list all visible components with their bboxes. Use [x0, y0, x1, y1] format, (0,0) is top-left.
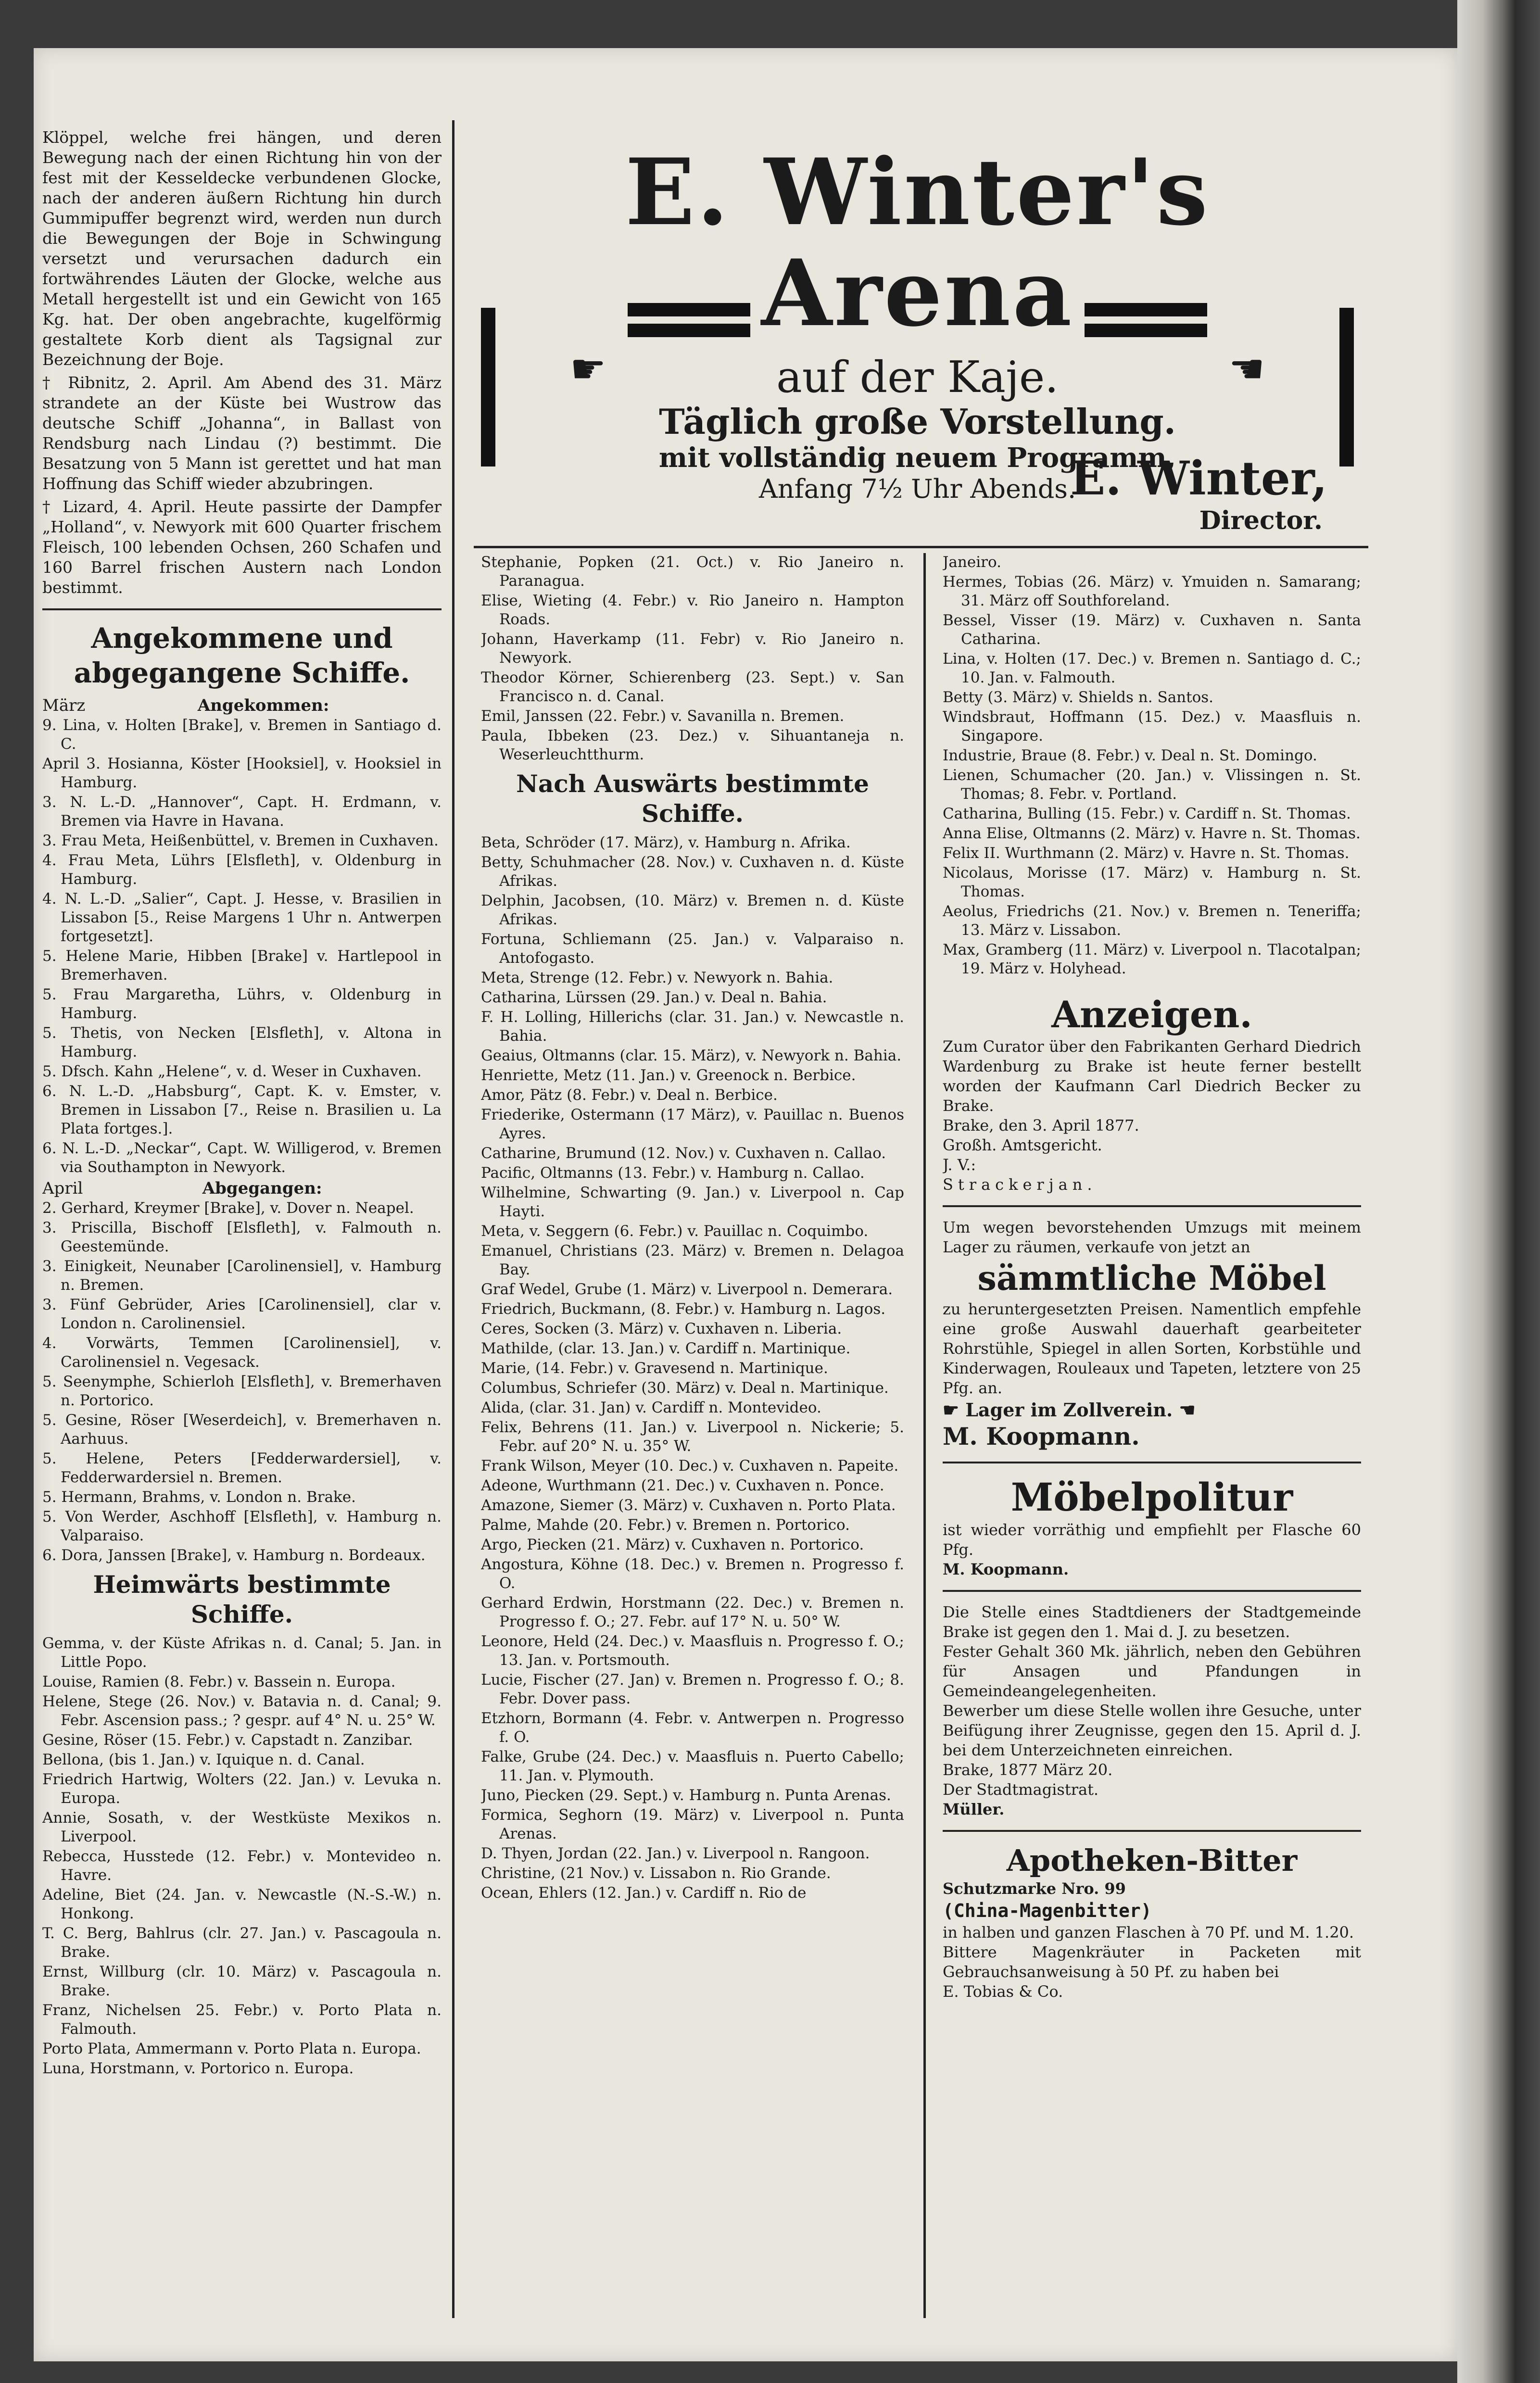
list-item: 3. Priscilla, Bischoff [Elsfleth], v. Falmouth n. Geestemünde. — [42, 1219, 442, 1255]
list-item: Juno, Piecken (29. Sept.) v. Hamburg n. Punta Arenas. — [481, 1787, 891, 1804]
arrived-list — [42, 716, 442, 1177]
list-item: Louise, Ramien (8. Febr.) v. Bassein n. Europa. — [42, 1673, 396, 1690]
list-item: Elise, Wieting (4. Febr.) v. Rio Janeiro n. Hampton Roads. — [481, 592, 904, 628]
right-heavy-bar-1 — [1085, 303, 1207, 316]
list-item: 6. N. L.-D. „Neckar“, Capt. W. Willigerod, v. Bremen via Southampton in Newyork. — [42, 1140, 442, 1176]
book-spine — [1457, 0, 1540, 2383]
list-item: April 3. Hosianna, Köster [Hooksiel], v. Hooksiel in Hamburg. — [42, 755, 442, 791]
list-item: Emil, Janssen (22. Febr.) v. Savanilla n. Bremen. — [481, 707, 845, 725]
moebel-headline: sämmtliche Möbel — [977, 1258, 1326, 1298]
list-item: Gemma, v. der Küste Afrikas n. d. Canal; 5. Jan. in Little Popo. — [42, 1635, 442, 1671]
departed-subheading — [42, 1178, 442, 1199]
list-item: Porto Plata, Ammermann v. Porto Plata n. Europa. — [42, 2040, 421, 2057]
ships-heading: Angekommene und abgegangene Schiffe. — [74, 622, 410, 689]
list-item: Meta, Strenge (12. Febr.) v. Newyork n. Bahia. — [481, 969, 833, 986]
list-item: Windsbraut, Hoffmann (15. Dez.) v. Maasfluis n. Singapore. — [943, 708, 1361, 744]
list-item: Frank Wilson, Meyer (10. Dec.) v. Cuxhaven n. Papeite. — [481, 1457, 899, 1475]
ad-divider — [943, 1462, 1361, 1463]
list-item: D. Thyen, Jordan (22. Jan.) v. Liverpool n. Rangoon. — [481, 1845, 870, 1862]
list-item: Beta, Schröder (17. März), v. Hamburg n. Afrika. — [481, 834, 851, 851]
list-item: Palme, Mahde (20. Febr.) v. Bremen n. Portorico. — [481, 1516, 850, 1534]
list-item: Ernst, Willburg (clr. 10. März) v. Pascagoula n. Brake. — [42, 1963, 442, 1999]
list-item: T. C. Berg, Bahlrus (clr. 27. Jan.) v. Pascagoula n. Brake. — [42, 1925, 442, 1961]
list-item: Betty (3. März) v. Shields n. Santos. — [943, 689, 1214, 706]
list-item: 5. Seenymphe, Schierloh [Elsfleth], v. Bremerhaven n. Portorico. — [42, 1373, 442, 1409]
arena-signature: E. Winter, — [1070, 451, 1327, 505]
left-heavy-bar-2 — [628, 324, 750, 337]
list-item: Friedrich Hartwig, Wolters (22. Jan.) v. Levuka n. Europa. — [42, 1771, 442, 1807]
list-item: 5. Dfsch. Kahn „Helene“, v. d. Weser in Cuxhaven. — [42, 1063, 422, 1080]
list-item: Hermes, Tobias (26. März) v. Ymuiden n. Samarang; 31. März off Southforeland. — [943, 573, 1361, 609]
list-item: Felix II. Wurthmann (2. März) v. Havre n. St. Thomas. — [943, 845, 1350, 862]
departed-list — [42, 1199, 442, 1565]
outward-heading: Nach Auswärts bestimmte Schiffe. — [516, 769, 869, 828]
article-paragraph: † Ribnitz, 2. April. Am Abend des 31. März strandete an der Küste bei Wustrow das deutsche Schiff „Johanna“, in Ballast von Rendsburg nach Lindau (?) bestimmt. Die Besatzung von 5 Mann ist gerettet und hat man Hoffnung das Schiff wieder abzubringen. — [42, 373, 442, 493]
list-item: Delphin, Jacobsen, (10. März) v. Bremen n. d. Küste Afrikas. — [481, 892, 904, 928]
list-item: 3. Frau Meta, Heißenbüttel, v. Bremen in Cuxhaven. — [42, 832, 439, 849]
list-item: Anna Elise, Oltmanns (2. März) v. Havre n. St. Thomas. — [943, 825, 1361, 842]
list-item: Columbus, Schriefer (30. März) v. Deal n. Martinique. — [481, 1379, 889, 1397]
list-item: 4. N. L.-D. „Salier“, Capt. J. Hesse, v. Brasilien in Lissabon [5., Reise Margens 1 Uhr n. Antwerpen fortgesetzt]. — [42, 890, 442, 945]
politur-firm: M. Koopmann. — [943, 1560, 1069, 1578]
list-item: Janeiro. — [943, 554, 1001, 571]
arena-program: mit vollständig neuem Programm, — [658, 442, 1176, 474]
arena-role: Director. — [1199, 506, 1323, 535]
section-divider — [42, 608, 442, 610]
right-heavy-bar-2 — [1085, 324, 1207, 337]
arena-advertisement — [474, 139, 1361, 541]
arena-location: auf der Kaje. — [776, 352, 1059, 403]
stadtdiener-name: Müller. — [943, 1800, 1005, 1818]
list-item: Argo, Piecken (21. März) v. Cuxhaven n. Portorico. — [481, 1536, 864, 1553]
outward-list — [481, 833, 904, 1903]
stadtdiener-salary: Fester Gehalt 360 Mk. jährlich, neben den Gebühren für Ansagen und Pfandungen in Gemeindeangelegenheiten. — [943, 1642, 1361, 1700]
arena-bottom-rule — [474, 546, 1368, 548]
list-item: Adeline, Biet (24. Jan. v. Newcastle (N.-S.-W.) n. Honkong. — [42, 1886, 442, 1922]
list-item: Friederike, Ostermann (17 März), v. Pauillac n. Buenos Ayres. — [481, 1106, 904, 1142]
moebel-firm: M. Koopmann. — [943, 1422, 1140, 1450]
list-item: Alida, (clar. 31. Jan) v. Cardiff n. Montevideo. — [481, 1399, 821, 1416]
list-item: Helene, Stege (26. Nov.) v. Batavia n. d. Canal; 9. Febr. Ascension pass.; ? gespr. auf 4° N. u. 25° W. — [42, 1693, 442, 1729]
list-item: 3. Einigkeit, Neunaber [Carolinensiel], v. Hamburg n. Bremen. — [42, 1258, 442, 1294]
arena-title: E. Winter's Arena — [625, 139, 1210, 347]
list-item: Stephanie, Popken (21. Oct.) v. Rio Janeiro n. Paranagua. — [481, 554, 904, 590]
stadtdiener-notice — [943, 1602, 1361, 1819]
list-item: Friedrich, Buckmann, (8. Febr.) v. Hamburg n. Lagos. — [481, 1300, 886, 1318]
list-item: 4. Vorwärts, Temmen [Carolinensiel], v. Carolinensiel n. Vegesack. — [42, 1335, 442, 1371]
curator-deputy: J. V.: — [943, 1156, 976, 1174]
list-item: Bessel, Visser (19. März) v. Cuxhaven n. Santa Catharina. — [943, 612, 1361, 648]
list-item: Felix, Behrens (11. Jan.) v. Liverpool n. Nickerie; 5. Febr. auf 20° N. u. 35° W. — [481, 1419, 904, 1455]
list-item: Ceres, Socken (3. März) v. Cuxhaven n. Liberia. — [481, 1320, 842, 1337]
list-item: Fortuna, Schliemann (25. Jan.) v. Valparaiso n. Antofogasto. — [481, 931, 904, 967]
stadtdiener-applicants: Bewerber um diese Stelle wollen ihre Gesuche, unter Beifügung ihrer Zeugnisse, gegen den 15. April d. J. bei dem Unterzeichneten einreichen. — [943, 1702, 1361, 1759]
politur-advertisement — [943, 1474, 1361, 1579]
list-item: Etzhorn, Bormann (4. Febr. v. Antwerpen n. Progresso f. O. — [481, 1710, 904, 1746]
article-paragraph: † Lizard, 4. April. Heute passirte der Dampfer „Holland“, v. Newyork mit 600 Quarter frischem Fleisch, 100 lebenden Ochsen, 260 Schafen und 160 Barrel frischen Austern nach London bestimmt. — [42, 497, 442, 597]
right-vertical-bar — [1339, 308, 1354, 467]
list-item: Ocean, Ehlers (12. Jan.) v. Cardiff n. Rio de — [481, 1884, 807, 1902]
list-item: Lienen, Schumacher (20. Jan.) v. Vlissingen n. St. Thomas; 8. Febr. v. Portland. — [943, 767, 1361, 803]
pointing-hand-right-icon: ☛ — [570, 345, 606, 392]
bitter-firm: E. Tobias & Co. — [943, 1982, 1063, 2001]
moebel-lager-text: Lager im Zollverein. — [965, 1399, 1173, 1421]
list-item: 4. Frau Meta, Lührs [Elsfleth], v. Oldenburg in Hamburg. — [42, 852, 442, 888]
curator-court: Großh. Amtsgericht. — [943, 1136, 1102, 1154]
list-item: Amazone, Siemer (3. März) v. Cuxhaven n. Porto Plata. — [481, 1497, 896, 1514]
bitter-mark: Schutzmarke Nro. 99 — [943, 1879, 1126, 1898]
list-item: Johann, Haverkamp (11. Febr) v. Rio Janeiro n. Newyork. — [481, 630, 904, 667]
list-item: Luna, Horstmann, v. Portorico n. Europa. — [42, 2060, 354, 2077]
pointing-hand-left-icon: ☚ — [1228, 345, 1265, 392]
list-item: Max, Gramberg (11. März) v. Liverpool n. Tlacotalpan; 19. März v. Holyhead. — [943, 941, 1361, 977]
moebel-body: zu heruntergesetzten Preisen. Namentlich empfehle eine große Auswahl dauerhaft gearbeiteter Rohrstühle, Spiegel in allen Sorten, Korbstühle und Kinderwagen, Rouleaux und Tapeten, letztere von 25 Pfg. an. — [943, 1300, 1361, 1397]
list-item: Meta, v. Seggern (6. Febr.) v. Pauillac n. Coquimbo. — [481, 1223, 869, 1240]
left-heavy-bar-1 — [628, 303, 750, 316]
list-item: Bellona, (bis 1. Jan.) v. Iquique n. d. Canal. — [42, 1751, 365, 1768]
ad-divider — [943, 1205, 1361, 1207]
list-item: Falke, Grube (24. Dec.) v. Maasfluis n. Puerto Cabello; 11. Jan. v. Plymouth. — [481, 1748, 904, 1784]
list-item: Leonore, Held (24. Dec.) v. Maasfluis n. Progresso f. O.; 13. Jan. v. Portsmouth. — [481, 1633, 904, 1669]
list-item: Industrie, Braue (8. Febr.) v. Deal n. St. Domingo. — [943, 747, 1317, 764]
list-item: Nicolaus, Morisse (17. März) v. Hamburg n. St. Thomas. — [943, 864, 1361, 900]
homeward-list — [42, 1634, 442, 2078]
list-item: Catharine, Brumund (12. Nov.) v. Cuxhaven n. Callao. — [481, 1145, 886, 1162]
bitter-advertisement — [943, 1842, 1361, 2002]
ad-divider — [943, 1590, 1361, 1592]
ships-top-list — [481, 553, 904, 764]
list-item: Christine, (21 Nov.) v. Lissabon n. Rio Grande. — [481, 1865, 831, 1882]
homeward-heading: Heimwärts bestimmte Schiffe. — [93, 1570, 391, 1628]
list-item: Angostura, Köhne (18. Dec.) v. Bremen n. Progresso f. O. — [481, 1556, 904, 1592]
list-item: 5. Thetis, von Necken [Elsfleth], v. Altona in Hamburg. — [42, 1024, 442, 1060]
list-item: 2. Gerhard, Kreymer [Brake], v. Dover n. Neapel. — [42, 1199, 414, 1217]
list-item: Marie, (14. Febr.) v. Gravesend n. Martinique. — [481, 1360, 828, 1377]
curator-notice — [943, 1037, 1361, 1195]
column-1 — [42, 127, 442, 2079]
arrived-label: Angekommen: — [197, 696, 329, 715]
left-vertical-bar — [481, 308, 495, 467]
politur-body: ist wieder vorräthig und empfiehlt per Flasche 60 Pfg. — [943, 1521, 1361, 1559]
stadtdiener-office: Der Stadtmagistrat. — [943, 1780, 1099, 1799]
bitter-body: in halben und ganzen Flaschen à 70 Pf. und M. 1.20. — [943, 1923, 1354, 1942]
curator-date: Brake, den 3. April 1877. — [943, 1116, 1139, 1135]
list-item: Paula, Ibbeken (23. Dez.) v. Sihuantaneja n. Weserleuchtthurm. — [481, 727, 904, 763]
pointing-hand-left-icon: ☚ — [1173, 1399, 1196, 1421]
ads-heading: Anzeigen. — [1051, 993, 1252, 1036]
article-paragraph: Klöppel, welche frei hängen, und deren Bewegung nach der einen Richtung hin von der fest mit der Kesseldecke verbundenen Glocke, nach der anderen äußern Richtung hin durch Gummipuffer begrenzt wird, werden nun durch die Bewegungen der Boje in Schwingung versetzt und verursachen dadurch ein fortwährendes Läuten der Glocke, welche aus Metall hergestellt ist und ein Gewicht von 165 Kg. hat. Der oben angebrachte, kugelförmig gestaltete Korb dient als Tagsignal zur Bezeichnung der Boje. — [42, 128, 442, 369]
list-item: Mathilde, (clar. 13. Jan.) v. Cardiff n. Martinique. — [481, 1340, 851, 1357]
column-3 — [943, 553, 1361, 2006]
ships-continued-list — [943, 553, 1361, 978]
column-rule-1 — [452, 120, 454, 2318]
ad-divider — [943, 1830, 1361, 1832]
arena-start-time: Anfang 7½ Uhr Abends. — [758, 474, 1076, 504]
list-item: 5. Hermann, Brahms, v. London n. Brake. — [42, 1488, 356, 1506]
list-item: Gesine, Röser (15. Febr.) v. Capstadt n. Zanzibar. — [42, 1731, 413, 1749]
moebel-lager — [943, 1398, 1361, 1422]
arrived-subheading — [42, 695, 442, 716]
list-item: Theodor Körner, Schierenberg (23. Sept.) v. San Francisco n. d. Canal. — [481, 669, 904, 705]
list-item: 6. N. L.-D. „Habsburg“, Capt. K. v. Emster, v. Bremen in Lissabon [7., Reise n. Brasilien u. La Plata fortges.]. — [42, 1083, 442, 1137]
list-item: F. H. Lolling, Hillerichs (clar. 31. Jan.) v. Newcastle n. Bahia. — [481, 1009, 904, 1045]
list-item: 3. N. L.-D. „Hannover“, Capt. H. Erdmann, v. Bremen via Havre in Havana. — [42, 794, 442, 830]
list-item: Geaius, Oltmanns (clar. 15. März), v. Newyork n. Bahia. — [481, 1047, 902, 1064]
moebel-intro: Um wegen bevorstehenden Umzugs mit meinem Lager zu räumen, verkaufe von jetzt an — [943, 1218, 1361, 1256]
column-rule-2 — [923, 553, 926, 2318]
list-item: Catharina, Lürssen (29. Jan.) v. Deal n. Bahia. — [481, 989, 827, 1006]
list-item: Lina, v. Holten (17. Dec.) v. Bremen n. Santiago d. C.; 10. Jan. v. Falmouth. — [943, 650, 1361, 686]
list-item: 5. Helene, Peters [Fedderwardersiel], v. Fedderwardersiel n. Bremen. — [42, 1450, 442, 1486]
curator-name: Strackerjan. — [943, 1175, 1097, 1194]
list-item: Lucie, Fischer (27. Jan) v. Bremen n. Progresso f. O.; 8. Febr. Dover pass. — [481, 1671, 904, 1707]
bitter-headline: Apotheken-Bitter — [1006, 1843, 1298, 1878]
list-item: 3. Fünf Gebrüder, Aries [Carolinensiel], clar v. London n. Carolinensiel. — [42, 1296, 442, 1332]
pointing-hand-right-icon: ☛ — [943, 1399, 966, 1421]
list-item: Franz, Nichelsen 25. Febr.) v. Porto Plata n. Falmouth. — [42, 2002, 442, 2038]
politur-headline: Möbelpolitur — [1010, 1475, 1293, 1520]
list-item: 5. Helene Marie, Hibben [Brake] v. Hartlepool in Bremerhaven. — [42, 947, 442, 983]
list-item: Wilhelmine, Schwarting (9. Jan.) v. Liverpool n. Cap Hayti. — [481, 1184, 904, 1220]
moebel-advertisement — [943, 1218, 1361, 1451]
departed-label: Abgegangen: — [202, 1179, 322, 1198]
list-item: Pacific, Oltmanns (13. Febr.) v. Hamburg n. Callao. — [481, 1164, 865, 1182]
list-item: Graf Wedel, Grube (1. März) v. Liverpool n. Demerara. — [481, 1281, 893, 1298]
list-item: 5. Frau Margaretha, Lührs, v. Oldenburg in Hamburg. — [42, 986, 442, 1022]
list-item: Adeone, Wurthmann (21. Dec.) v. Cuxhaven n. Ponce. — [481, 1477, 884, 1494]
curator-text: Zum Curator über den Fabrikanten Gerhard Diedrich Wardenburg zu Brake ist heute ferner bestellt worden der Kaufmann Carl Diedrich Becker zu Brake. — [943, 1037, 1361, 1115]
list-item: 5. Von Werder, Aschhoff [Elsfleth], v. Hamburg n. Valparaiso. — [42, 1508, 442, 1544]
bitter-sub: (China-Magenbitter) — [943, 1900, 1152, 1921]
list-item: Rebecca, Husstede (12. Febr.) v. Montevideo n. Havre. — [42, 1848, 442, 1884]
stadtdiener-date: Brake, 1877 März 20. — [943, 1761, 1113, 1779]
column-2 — [481, 553, 904, 1904]
list-item: Henriette, Metz (11. Jan.) v. Greenock n. Berbice. — [481, 1067, 856, 1084]
list-item: Catharina, Bulling (15. Febr.) v. Cardiff n. St. Thomas. — [943, 805, 1351, 822]
list-item: 6. Dora, Janssen [Brake], v. Hamburg n. Bordeaux. — [42, 1547, 426, 1564]
list-item: Amor, Pätz (8. Febr.) v. Deal n. Berbice. — [481, 1086, 778, 1104]
list-item: Emanuel, Christians (23. März) v. Bremen n. Delagoa Bay. — [481, 1242, 904, 1278]
list-item: Gerhard Erdwin, Horstmann (22. Dec.) v. Bremen n. Progresso f. O.; 27. Febr. auf 17° N. u. 50° W. — [481, 1594, 904, 1630]
arena-daily-show: Täglich große Vorstellung. — [659, 401, 1176, 442]
list-item: Betty, Schuhmacher (28. Nov.) v. Cuxhaven n. d. Küste Afrikas. — [481, 854, 904, 890]
list-item: Formica, Seghorn (19. März) v. Liverpool n. Punta Arenas. — [481, 1806, 904, 1842]
bitter-body2: Bittere Magenkräuter in Packeten mit Gebrauchsanweisung à 50 Pf. zu haben bei — [943, 1943, 1361, 1981]
list-item: Annie, Sosath, v. der Westküste Mexikos n. Liverpool. — [42, 1809, 442, 1845]
list-item: 5. Gesine, Röser [Weserdeich], v. Bremerhaven n. Aarhuus. — [42, 1412, 442, 1448]
list-item: Aeolus, Friedrichs (21. Nov.) v. Bremen n. Teneriffa; 13. März v. Lissabon. — [943, 903, 1361, 939]
month-label: März — [42, 696, 86, 715]
list-item: 9. Lina, v. Holten [Brake], v. Bremen in Santiago d. C. — [42, 717, 442, 753]
month-label: April — [42, 1179, 83, 1198]
stadtdiener-text: Die Stelle eines Stadtdieners der Stadtgemeinde Brake ist gegen den 1. Mai d. J. zu besetzen. — [943, 1603, 1361, 1641]
